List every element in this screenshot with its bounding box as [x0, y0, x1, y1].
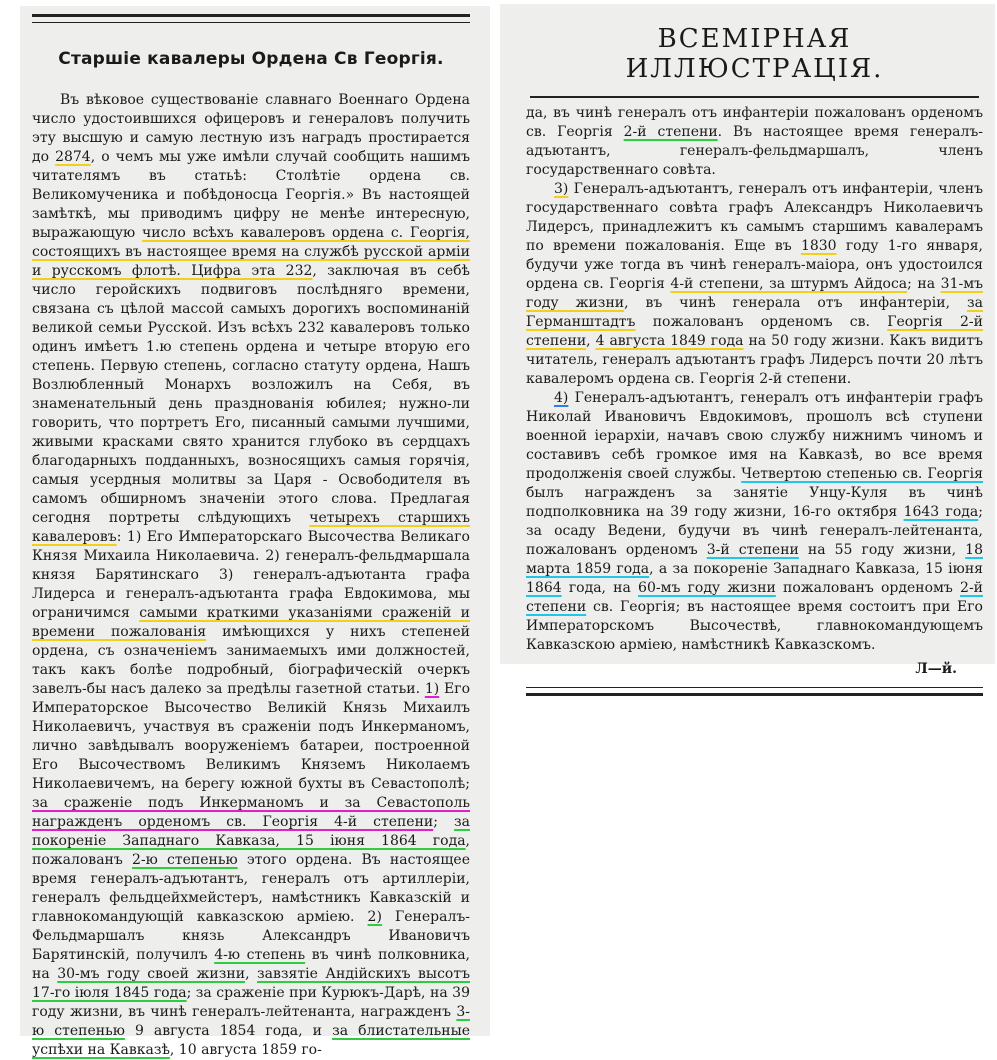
- text-run: этого ордена. Въ настоящее время генералъ-адъютантъ, генералъ отъ артиллеріи, генералъ фельдцейхмейстеръ, намѣстникъ Кавказскій и главнокомандующій кавказскою арміею.: [32, 852, 470, 925]
- text-run: былъ награжденъ за занятіе Унцу-Куля въ чинѣ подполковника на 39 году жизни, 16-го октября: [526, 485, 983, 520]
- highlighted-phrase: 3-й степени: [706, 542, 799, 558]
- highlighted-phrase: завзятіе Андійскихъ высотъ 17-го іюля 1845 года: [32, 966, 470, 1001]
- highlighted-phrase: Четвертою степенью св. Георгія: [741, 466, 983, 482]
- text-run: на 50 году жизни. Какъ видитъ читатель, генералъ адъютантъ графъ Лидерсъ почти 20 лѣтъ кавалеромъ ордена св. Георгія 2-й степени.: [526, 333, 983, 387]
- highlighted-phrase: число всѣхъ кавалеровъ ордена с. Георгія, состоящихъ въ настоящее время на службѣ русской арміи и русскомъ флотѣ. Цифра эта 232: [32, 225, 470, 279]
- masthead: ВСЕМІРНАЯ ИЛЛЮСТРАЦІЯ.: [625, 24, 884, 84]
- text-run: св. Георгія; въ настоящее время состоитъ при Его Императорскомъ Высочествѣ, главнокомандующемъ Кавказскою арміею, намѣстникѣ Кавказскомъ.: [526, 599, 983, 653]
- highlighted-phrase: 31-мъ году жизни: [526, 276, 983, 311]
- text-run: ,: [245, 966, 258, 982]
- highlighted-phrase: четырехъ старшихъ кавалеровъ: [32, 510, 470, 545]
- text-run: ; за сраженіе при Курюкъ-Дарѣ, на 39 году жизни, въ чинѣ генералъ-лейтенанта, награжденъ: [32, 985, 470, 1020]
- highlighted-phrase: 4 августа 1849 года: [595, 333, 744, 349]
- article-title: Старшіе кавалеры Ордена Св Георгія.: [58, 49, 444, 69]
- text-run: , о чемъ мы уже имѣли случай сообщить нашимъ читателямъ въ статьѣ: Столѣтіе ордена св. Великомученика и побѣдоносца Георгія.» Въ настоящей замѣткѣ, мы приводимъ цифру не менѣе интересную, выражающую: [32, 149, 470, 241]
- right-column-text: [526, 104, 983, 655]
- text-run: да, въ чинѣ генералъ отъ инфантеріи пожалованъ орденомъ св. Георгія: [526, 105, 983, 140]
- text-run: Его Императорское Высочество Великій Князь Михаилъ Николаевичъ, участвуя въ сраженіи подъ Инкерманомъ, лично завѣдывалъ вооруженіемъ батареи, построенной Его Высочествомъ Великимъ Княземъ Николаемъ Николаевичемъ, на берегу южной бухты въ Севастополѣ;: [32, 681, 470, 792]
- highlighted-phrase: 30-мъ году своей жизни: [57, 966, 246, 982]
- highlighted-phrase: 2-й степени: [526, 580, 983, 615]
- highlighted-phrase: за покореніе Западнаго Кавказа, 15 іюня 1864 года: [32, 814, 471, 849]
- text-run: Генералъ-адъютантъ, генералъ отъ инфантеріи, членъ государственнаго совѣта графъ Александръ Николаевичъ Лидерсъ, принадлежитъ къ самымъ старшимъ кавалерамъ по времени пожалованія. Еще въ: [526, 181, 983, 254]
- highlighted-phrase: за блистательные успѣхи на Кавказѣ: [32, 1023, 470, 1058]
- top-rule: [32, 14, 470, 23]
- left-newspaper-column: [20, 6, 490, 1058]
- highlighted-phrase: 2-й степени: [623, 124, 718, 140]
- highlighted-phrase: 4-ю степень: [214, 947, 306, 963]
- highlighted-phrase: 4): [554, 390, 569, 406]
- highlighted-phrase: 2): [367, 909, 382, 925]
- text-run: ;: [433, 814, 455, 830]
- highlighted-phrase: 18 марта 1859 года: [526, 542, 983, 577]
- right-paragraph-1: [526, 104, 983, 180]
- highlighted-phrase: за сраженіе подъ Инкерманомъ и за Севастополь награжденъ орденомъ св. Георгія 4-й степени: [32, 795, 470, 830]
- right-newspaper-column: [500, 4, 995, 677]
- text-run: имѣющихся у нихъ степеней ордена, съ означеніемъ занимаемыхъ ими должностей, такъ какъ болѣе подробный, біографическій очеркъ завелъ-бы насъ далеко за предѣлы газетной статьи.: [32, 624, 470, 697]
- text-run: . Въ настоящее время генералъ-адъютантъ, генералъ-фельдмаршалъ, членъ государственнаго совѣта.: [526, 124, 984, 178]
- highlighted-phrase: 1643 года: [903, 504, 979, 520]
- text-run: ; за осаду Ведени, будучи въ чинѣ генералъ-лейтенанта, пожалованъ орденомъ: [526, 504, 983, 558]
- highlighted-phrase: 2874: [55, 149, 91, 165]
- text-run: : 1) Его Императорскаго Высочества Великаго Князя Михаила Николаевича. 2) генералъ-фельдмаршала князя Барятинскаго 3) генералъ-адъютанта графа Лидерса и генералъ-адъютанта графа Евдокимова, мы ограничимся: [32, 529, 470, 621]
- highlighted-phrase: 3): [554, 181, 569, 197]
- text-run: , въ чинѣ генерала отъ инфантеріи,: [624, 295, 967, 311]
- text-run: , заключая въ себѣ число геройскихъ подвиговъ послѣдняго времени, связана съ цѣлой массой самыхъ дорогихъ воспоминаній великой семьи Русской. Изъ всѣхъ 232 кавалеровъ только одинъ имѣетъ 1.ю степень ордена и четыре вторую его степень. Первую степень, согласно статуту ордена, Нашъ Возлюбленный Монархъ возложилъ на Себя, въ знаменательный день празднованія юбилея; нужно-ли говорить, что портретъ Его, писанный самыми лучшими, живыми красками свято хранится глубоко въ сердцахъ благодарныхъ подданныхъ, возносящихъ самыя горячія, самыя усердныя молитвы за Царя - Освободителя въ самомъ обширномъ значеніи этого слова. Предлагая сегодня портреты слѣдующихъ: [32, 263, 470, 526]
- highlighted-phrase: 1864: [526, 580, 562, 596]
- highlighted-phrase: 2-ю степенью: [131, 852, 238, 868]
- text-run: ; на: [907, 276, 941, 292]
- author-signature: Л—й.: [915, 661, 957, 677]
- text-run: Въ вѣковое существованіе славнаго Военнаго Ордена число удостоившихся офицеровъ и генераловъ получить эту высшую и самую лестную изъ наградъ простирается до: [32, 92, 470, 165]
- text-run: , 10 августа 1859 го-: [169, 1042, 322, 1058]
- text-run: на 55 году жизни,: [798, 542, 966, 558]
- text-run: Генералъ-Фельдмаршалъ князь Александръ Ивановичъ Барятинскій, получилъ: [32, 909, 470, 963]
- highlighted-phrase: Георгія 2-й степени: [526, 314, 983, 349]
- right-paragraph-2: [526, 180, 983, 389]
- text-run: Генералъ-адъютантъ, генералъ отъ инфантеріи графъ Николай Ивановичъ Евдокимовъ, прошолъ всѣ ступени военной іерархіи, начавъ свою службу нижнимъ чиномъ и составивъ себѣ громкое имя на Кавказѣ, во все время продолженія своей службы.: [526, 390, 983, 482]
- text-run: въ чинѣ полковника, на: [32, 947, 470, 982]
- text-run: , а за покореніе Западнаго Кавказа, 15 іюня: [649, 561, 983, 577]
- highlighted-phrase: 1): [424, 681, 440, 697]
- highlighted-phrase: за Германштадтъ: [526, 295, 983, 330]
- left-paragraph-1: [32, 91, 470, 1060]
- text-run: году 1-го января, будучи уже тогда въ чинѣ генералъ-маіора, онъ удостоился ордена св. Георгія: [526, 238, 983, 292]
- highlighted-phrase: самыми краткими указаніями сраженій и времени пожалованія: [32, 605, 470, 640]
- highlighted-phrase: 1830: [800, 238, 837, 254]
- text-run: пожалованъ орденомъ: [775, 580, 961, 596]
- text-run: 9 августа 1854 года, и: [124, 1023, 333, 1039]
- text-run: пожалованъ орденомъ св.: [635, 314, 888, 330]
- masthead-rule: [530, 96, 979, 98]
- text-run: , пожалованъ: [32, 833, 470, 868]
- bottom-rule: [526, 687, 983, 696]
- text-run: года, на: [561, 580, 639, 596]
- highlighted-phrase: 60-мъ году жизни: [638, 580, 776, 596]
- left-column-text: [32, 91, 470, 1060]
- right-paragraph-3: [526, 389, 983, 655]
- highlighted-phrase: 3-ю степенью: [32, 1004, 470, 1039]
- text-run: ,: [586, 333, 596, 349]
- highlighted-phrase: 4-й степени, за штурмъ Айдоса: [670, 276, 908, 292]
